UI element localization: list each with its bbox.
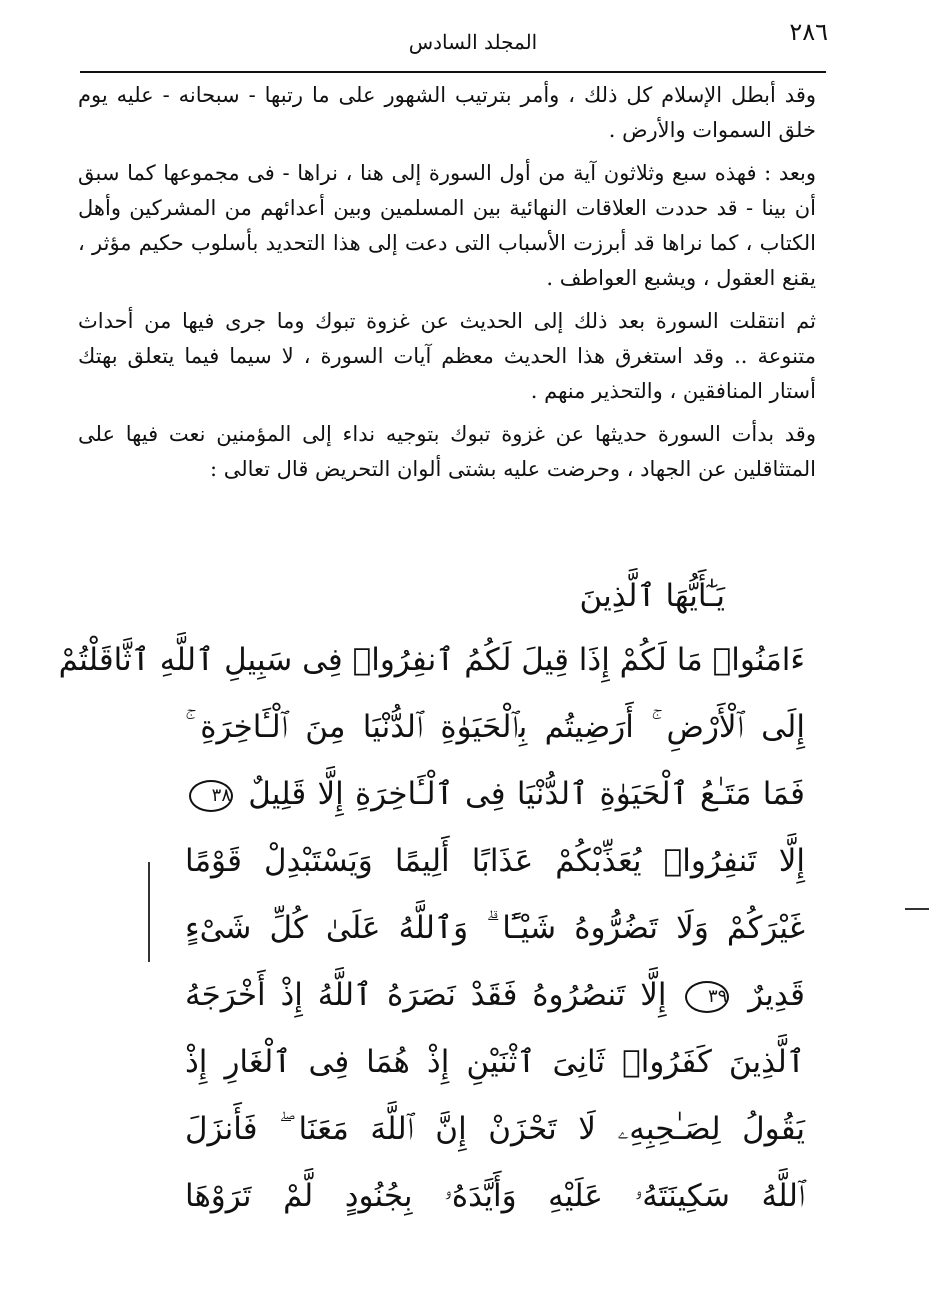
verse-text: فَمَا مَتَـٰعُ ٱلْحَيَوٰةِ ٱلدُّنْيَا فِى ٱلْـَٔاخِرَةِ إِلَّا قَلِيلٌ bbox=[248, 776, 805, 812]
paragraph: وقد بدأت السورة حديثها عن غزوة تبوك بتوجيه نداء إلى المؤمنين نعت فيها على المتثاقلين عن الجهاد ، وحرضت عليه بشتى ألوان التحريض قال تعالى : bbox=[78, 422, 816, 481]
verse-line: إِلَى ٱلْأَرْضِ ۚ أَرَضِيتُم بِٱلْحَيَوٰةِ ٱلدُّنْيَا مِنَ ٱلْـَٔاخِرَةِ ۚ bbox=[185, 709, 805, 745]
verse-line: ءَامَنُوا۟ مَا لَكُمْ إِذَا قِيلَ لَكُمُ ٱنفِرُوا۟ فِى سَبِيلِ ٱللَّهِ ٱثَّاقَلْتُمْ bbox=[58, 642, 805, 678]
paragraph: ثم انتقلت السورة بعد ذلك إلى الحديث عن غزوة تبوك وما جرى فيها من أحداث متنوعة .. وقد استغرق هذا الحديث معظم آيات السورة ، لا سيما فيما يتعلق بهتك أستار المنافقين ، والتحذير منهم . bbox=[78, 309, 816, 403]
running-title: المجلد السادس bbox=[408, 30, 538, 54]
paragraph: وقد أبطل الإسلام كل ذلك ، وأمر بترتيب الشهور على ما رتبها - سبحانه - عليه يوم خلق السموات والأرض . bbox=[78, 83, 816, 142]
margin-mark bbox=[905, 908, 929, 910]
verse-text: إِلَّا تَنصُرُوهُ فَقَدْ نَصَرَهُ ٱللَّهُ إِذْ أَخْرَجَهُ bbox=[185, 977, 667, 1013]
verse-line: إِلَّا تَنفِرُوا۟ يُعَذِّبْكُمْ عَذَابًا أَلِيمًا وَيَسْتَبْدِلْ قَوْمًا bbox=[185, 843, 805, 879]
header-rule bbox=[80, 71, 826, 73]
body-text bbox=[78, 78, 816, 495]
ayah-number-39: ٣٩ bbox=[685, 981, 729, 1013]
page-number: ٢٨٦ bbox=[789, 18, 828, 46]
ayah-number-38: ٣٨ bbox=[189, 780, 233, 812]
verse-line: ٱلَّذِينَ كَفَرُوا۟ ثَانِىَ ٱثْنَيْنِ إِذْ هُمَا فِى ٱلْغَارِ إِذْ bbox=[185, 1044, 805, 1080]
verse-text: قَدِيرٌ bbox=[748, 977, 805, 1013]
margin-mark bbox=[148, 862, 150, 962]
verse-line bbox=[185, 962, 805, 1029]
verse-line: غَيْرَكُمْ وَلَا تَضُرُّوهُ شَيْـًٔا ۗ وَٱللَّهُ عَلَىٰ كُلِّ شَىْءٍ bbox=[185, 910, 805, 946]
verse-line bbox=[185, 761, 805, 828]
verse-line: يَقُولُ لِصَـٰحِبِهِۦ لَا تَحْزَنْ إِنَّ ٱللَّهَ مَعَنَا ۖ فَأَنزَلَ bbox=[185, 1111, 805, 1147]
quran-verse-block bbox=[58, 565, 805, 1230]
paragraph: وبعد : فهذه سبع وثلاثون آية من أول السورة إلى هنا ، نراها - فى مجموعها كما سبق أن بينا - قد حددت العلاقات النهائية بين المسلمين وبين أعدائهم من المشركين وأهل الكتاب ، كما نراها قد أبرزت الأسباب التى دعت إلى هذا التحديد بأسلوب حكيم مؤثر ، يقنع العقول ، ويشبع العواطف . bbox=[78, 161, 816, 290]
verse-line: ٱللَّهُ سَكِينَتَهُۥ عَلَيْهِ وَأَيَّدَهُۥ بِجُنُودٍ لَّمْ تَرَوْهَا bbox=[185, 1178, 805, 1214]
verse-opening: يَـٰٓأَيُّهَا ٱلَّذِينَ bbox=[579, 578, 725, 614]
